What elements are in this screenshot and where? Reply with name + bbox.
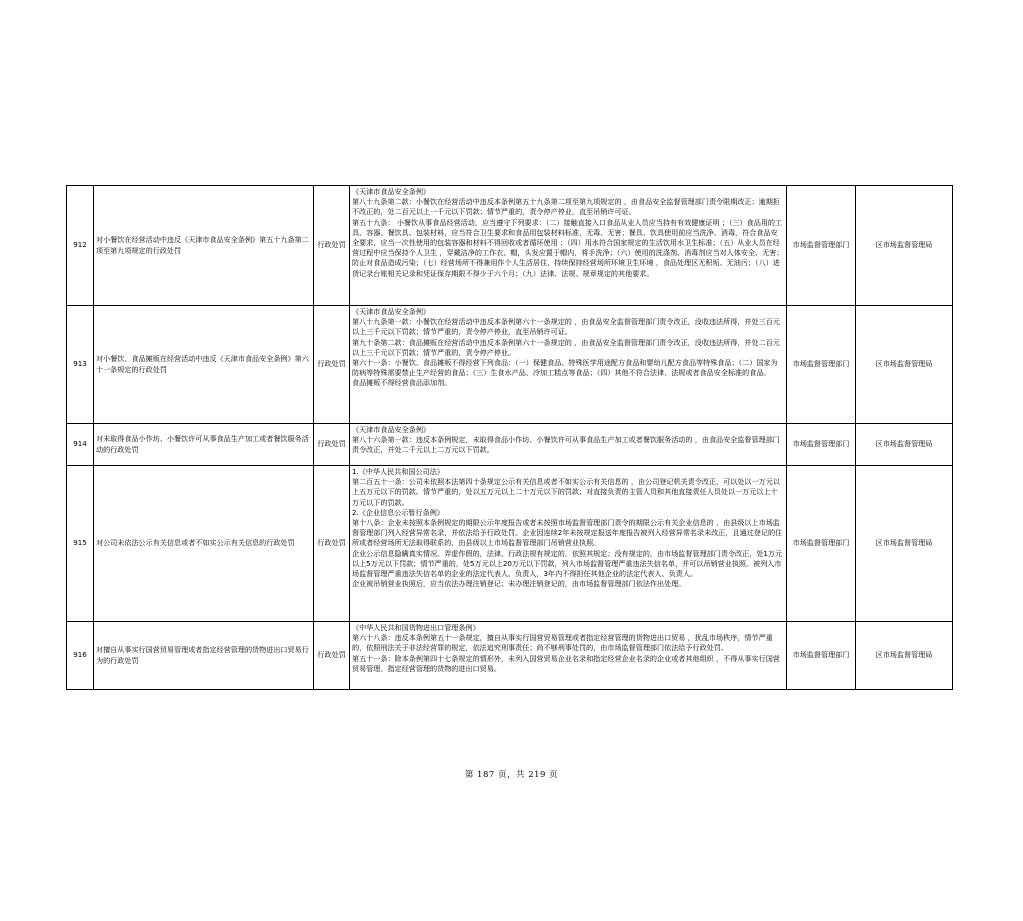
- item-name-cell: 对小餐饮在经营活动中违反《天津市食品安全条例》第五十九条第二项至第九项规定的行政处罚: [94, 186, 314, 306]
- legal-basis-paragraph: 第九十条第二款：食品摊贩在经营活动中违反本条例第六十一条规定的 ，由食品安全监督管理部门责令改正，没收违法所得，并处二百元以上三千元以下罚款；情节严重的，责令停产停业。: [352, 337, 780, 357]
- item-number-cell: 912: [67, 186, 94, 306]
- responsible-department-cell: 市场监督管理部门: [787, 186, 856, 306]
- table-row: [67, 306, 953, 424]
- legal-basis-paragraph: 《天津市食品安全条例》: [352, 425, 431, 434]
- legal-basis-paragraph: 《中华人民共和国货物进出口管理条例》: [352, 623, 480, 632]
- legal-basis-cell: [350, 186, 787, 306]
- table-row: [67, 424, 953, 466]
- legal-basis-paragraph: 《天津市食品安全条例》: [352, 307, 431, 316]
- executing-agency-cell: 区市场监督管理局: [856, 622, 953, 690]
- legal-basis-text: [352, 425, 784, 456]
- item-name-cell: 对公司未依法公示有关信息或者不如实公示有关信息的行政处罚: [94, 466, 314, 622]
- legal-basis-cell: [350, 424, 787, 466]
- legal-basis-cell: [350, 466, 787, 622]
- legal-basis-paragraph: 第六十一条：小餐饮、食品摊贩不得经营下列食品：（一）保健食品、特殊医学用途配方食品和婴幼儿配方食品等特殊食品；（二）国家为防病等特殊需要禁止生产经营的食品；（三）生食水产品、冷加工糕点等食品；（四）其他不符合法律、法规或者食品安全标准的食品。: [352, 358, 778, 378]
- legal-basis-paragraph: 第二百五十一条：公司未依照本法第四十条规定公示有关信息或者不如实公示有关信息的 ，由公司登记机关责令改正，可以处以一万元以上五万元以下的罚款。情节严重的，处以五万元以上二十万元以下的罚款；对直接负责的主管人员和其他直接责任人员处以一万元以上十万元以下的罚款。: [352, 477, 780, 507]
- legal-basis-paragraph: 企业公示信息隐瞒真实情况、弄虚作假的，法律、行政法规有规定的，依照其规定；没有规定的，由市场监督管理部门责令改正，处1万元以上5万元以下罚款；情节严重的，处5万元以上20万元以下罚款，列入市场监督管理严重违法失信名单，并可以吊销营业执照。被列入市场监督管理严重违法失信名单的企业的法定代表人、负责人，3年内不得担任其他企业的法定代表人、负责人。: [352, 548, 783, 579]
- executing-agency-cell: 区市场监督管理局: [856, 306, 953, 424]
- item-number-cell: 914: [67, 424, 94, 466]
- table-row: [67, 186, 953, 306]
- item-type-cell: 行政处罚: [314, 622, 350, 690]
- table-row: [67, 622, 953, 690]
- item-name-cell: 对擅自从事实行国营贸易管理或者指定经营管理的货物进出口贸易行为的行政处罚: [94, 622, 314, 690]
- item-number-cell: 913: [67, 306, 94, 424]
- table-body: [67, 186, 953, 690]
- responsible-department-cell: 市场监督管理部门: [787, 622, 856, 690]
- table-row: [67, 466, 953, 622]
- legal-basis-text: [352, 623, 784, 674]
- item-type-cell: 行政处罚: [314, 466, 350, 622]
- legal-basis-text: [352, 187, 784, 279]
- legal-basis-paragraph: 第八十九条第一款：小餐饮在经营活动中违反本条例第六十一条规定的 ，由食品安全监督管理部门责令改正，没收违法所得，并处三百元以上三千元以下罚款；情节严重的，责令停产停业，直至吊销许可证。: [352, 317, 780, 337]
- legal-basis-paragraph: 第五十一条：除本条例第四十七条规定的情形外，未列入国营贸易企业名录和指定经营企业名录的企业或者其他组织 ，不得从事实行国营贸易管理、指定经营管理的货物的进出口贸易。: [352, 653, 780, 673]
- item-number-cell: 916: [67, 622, 94, 690]
- legal-basis-cell: [350, 306, 787, 424]
- executing-agency-cell: 区市场监督管理局: [856, 466, 953, 622]
- enforcement-items-table: [66, 185, 953, 690]
- responsible-department-cell: 市场监督管理部门: [787, 466, 856, 622]
- item-type-cell: 行政处罚: [314, 306, 350, 424]
- page-number-footer: 第 187 页，共 219 页: [464, 770, 559, 780]
- legal-basis-text: [352, 467, 784, 589]
- item-number-cell: 915: [67, 466, 94, 622]
- legal-basis-paragraph: 《天津市食品安全条例》: [352, 187, 431, 196]
- legal-basis-paragraph: 第六十八条：违反本条例第五十一条规定，擅自从事实行国营贸易管理或者指定经营管理的货物进出口贸易 ，扰乱市场秩序，情节严重的，依照刑法关于非法经营罪的规定，依法追究刑事责任；尚不够刑事处罚的，由市场监督管理部门依法给予行政处罚。: [352, 633, 773, 653]
- legal-basis-paragraph: 第十八条：企业未按照本条例规定的期限公示年度报告或者未按照市场监督管理部门责令的期限公示有关企业信息的 ，由县级以上市场监督管理部门列入经营异常名录，并依法给予行政处罚。企业因连续2年未按规定报送年度报告被列入经营异常名录未改正，且通过登记的住所或者经营场所无法取得联系的，由县级以上市场监督管理部门吊销营业执照。: [352, 518, 783, 548]
- item-type-cell: 行政处罚: [314, 424, 350, 466]
- executing-agency-cell: 区市场监督管理局: [856, 424, 953, 466]
- executing-agency-cell: 区市场监督管理局: [856, 186, 953, 306]
- legal-basis-paragraph: 第五十九条： 小餐饮从事食品经营活动，应当遵守下列要求：（二）接触直接入口食品从业人员应当持有有效健康证明 ；（三）食品用的工具、容器、餐饮具、包装材料，应当符合卫生要求和食品用包装材料标准，无毒、无害；餐具、饮具使用前应当洗净、消毒，符合食品安全要求，应当一次性使用的包装容器和材料不得回收或者循环使用 ；（四）用水符合国家规定的生活饮用水卫生标准；（五）从业人员在经营过程中应当保持个人卫生 ，穿戴洁净的工作衣、帽，头发应置于帽内，将手洗净；（六）使用的洗涤剂、消毒剂应当对人体安全、无害；防止对食品造成污染；（七）经营场所不得兼用作个人生活居住，持续保持经营场所环境卫生环境 ，食品处理区无积垢、无油污；（八）进货记录台账相关记录和凭证保存期限不得少于六个月；（九）法律、法规、规章规定的其他要求。: [352, 217, 784, 278]
- item-name-cell: 对小餐饮、食品摊贩在经营活动中违反《天津市食品安全条例》第六十一条规定的行政处罚: [94, 306, 314, 424]
- responsible-department-cell: 市场监督管理部门: [787, 306, 856, 424]
- legal-basis-paragraph: 1.《中华人民共和国公司法》: [352, 467, 444, 476]
- legal-basis-paragraph: 第八十六条第一款：违反本条例规定，未取得食品小作坊、小餐饮许可从事食品生产加工或者餐饮服务活动的 ，由食品安全监督管理部门责令改正，并处二千元以上二万元以下罚款。: [352, 435, 780, 455]
- item-type-cell: 行政处罚: [314, 186, 350, 306]
- legal-basis-cell: [350, 622, 787, 690]
- item-name-cell: 对未取得食品小作坊、小餐饮许可从事食品生产加工或者餐饮服务活动的行政处罚: [94, 424, 314, 466]
- responsible-department-cell: 市场监督管理部门: [787, 424, 856, 466]
- legal-basis-paragraph: 第八十九条第二款：小餐饮在经营活动中违反本条例第五十九条第二项至第九项规定的 ，由食品安全监督管理部门责令限期改正；逾期拒不改正的，处二百元以上一千元以下罚款；情节严重的，责令停产停业，直至吊销许可证。: [352, 197, 780, 217]
- legal-basis-paragraph: 2.《企业信息公示暂行条例》: [352, 507, 444, 517]
- legal-basis-paragraph: 企业被吊销营业执照后，应当依法办理注销登记；未办理注销登记的，由市场监督管理部门依法作出处理。: [352, 579, 686, 589]
- legal-basis-paragraph: 食品摊贩不得经营食品添加剂。: [352, 378, 452, 388]
- legal-basis-text: [352, 307, 784, 389]
